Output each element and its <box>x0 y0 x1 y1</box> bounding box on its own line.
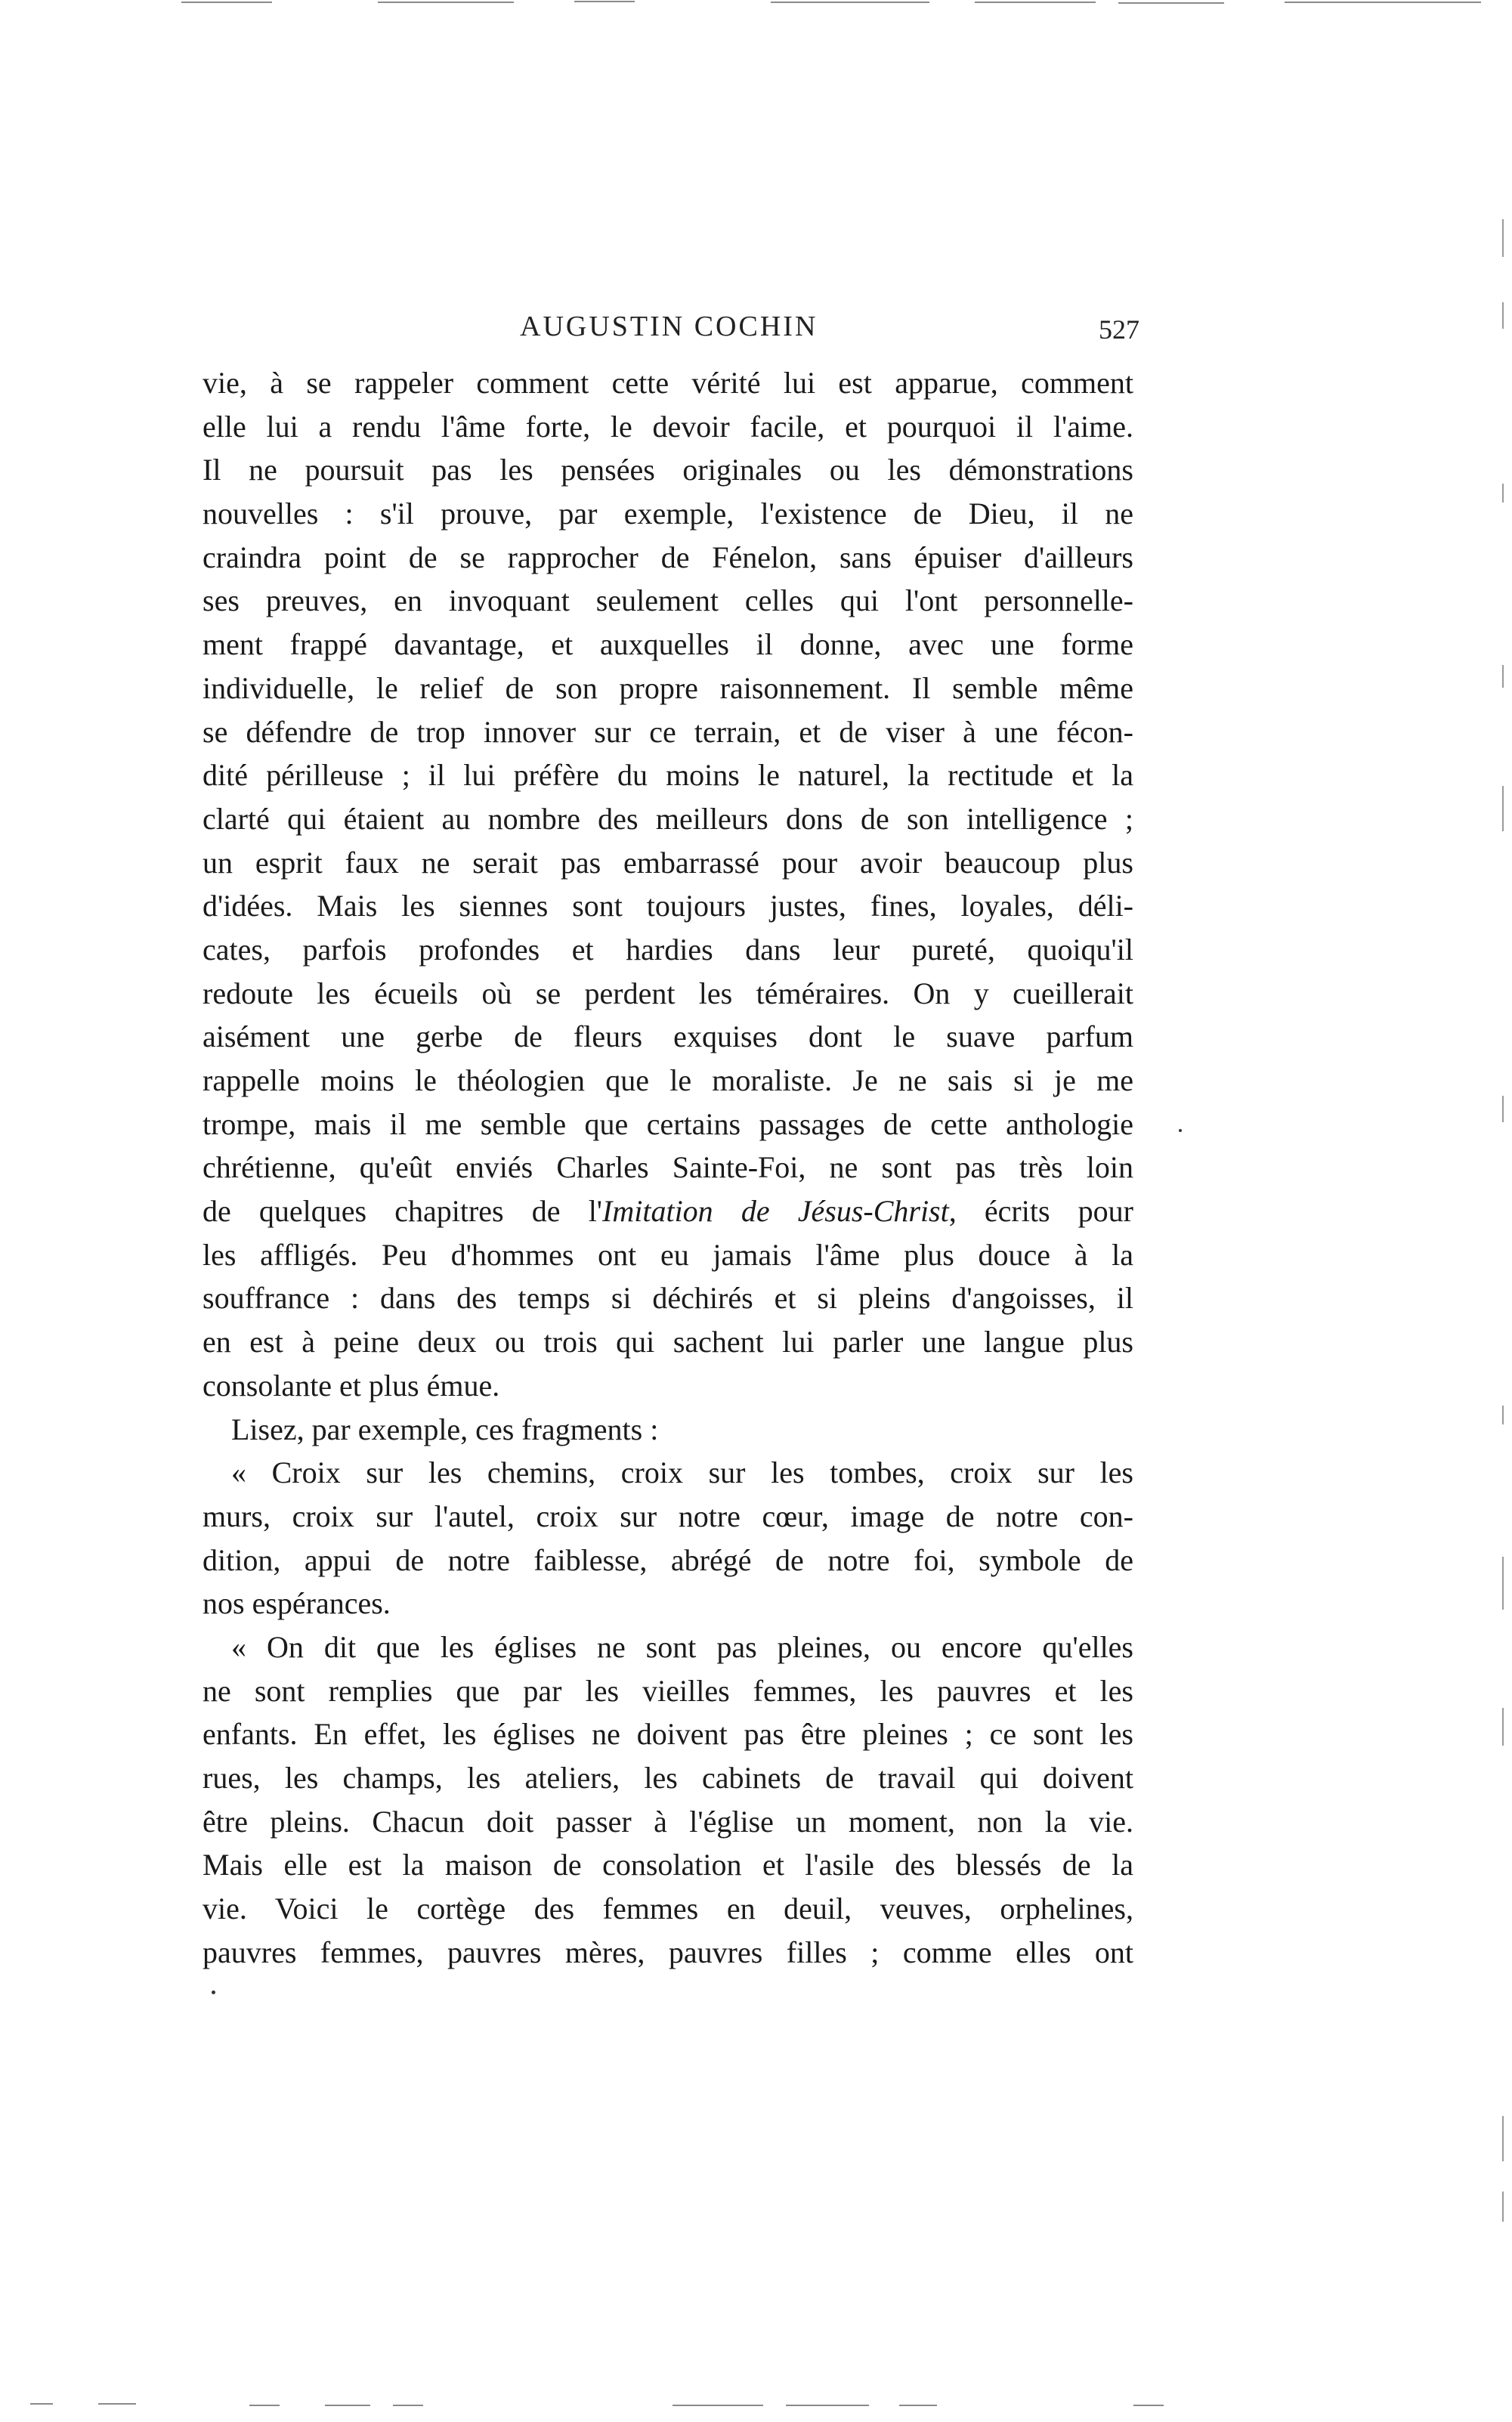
text-line: chrétienne, qu'eût enviés Charles Sainte-Foi, ne sont pas très loin <box>203 1150 1133 1185</box>
text-line: rues, les champs, les ateliers, les cabinets de travail qui doivent <box>203 1761 1133 1795</box>
text-line: redoute les écueils où se perdent les téméraires. On y cueillerait <box>203 976 1133 1010</box>
scan-speck <box>1179 1129 1182 1132</box>
text-line: dition, appui de notre faiblesse, abrégé de notre foi, symbole de <box>203 1542 1133 1577</box>
scan-right-edge <box>1502 0 1504 2422</box>
text-line: être pleins. Chacun doit passer à l'église un moment, non la vie. <box>203 1804 1133 1839</box>
paragraph-2 <box>203 1408 1133 1452</box>
text-line: rappelle moins le théologien que le moraliste. Je ne sais si je me <box>203 1063 1133 1097</box>
text-fragment: , écrits pour <box>948 1194 1133 1229</box>
text-line: « Croix sur les chemins, croix sur les tombes, croix sur les <box>231 1455 1133 1490</box>
page-header <box>203 305 1139 348</box>
book-title-italic: Imitation de Jésus-Christ <box>602 1194 949 1229</box>
scan-top-edge <box>0 0 1512 8</box>
scan-bottom-edge <box>0 2396 1512 2418</box>
text-line: trompe, mais il me semble que certains passages de cette anthologie <box>203 1106 1133 1141</box>
text-line: les affligés. Peu d'hommes ont eu jamais l'âme plus douce à la <box>203 1237 1133 1272</box>
text-line <box>203 1189 1133 1233</box>
text-line: « On dit que les églises ne sont pas pleines, ou encore qu'elles <box>231 1629 1133 1664</box>
text-line: en est à peine deux ou trois qui sachent lui parler une langue plus <box>203 1325 1133 1359</box>
paragraph-1 <box>203 361 1133 1189</box>
text-line: vie, à se rappeler comment cette vérité lui est apparue, comment <box>203 366 1133 400</box>
page-number: 527 <box>1099 314 1139 345</box>
text-line: enfants. En effet, les églises ne doivent pas être pleines ; ce sont les <box>203 1717 1133 1752</box>
text-line: craindra point de se rapprocher de Fénelon, sans épuiser d'ailleurs <box>203 540 1133 574</box>
paragraph-3 <box>203 1451 1133 1625</box>
text-line: murs, croix sur l'autel, croix sur notre cœur, image de notre con- <box>203 1499 1133 1533</box>
text-line: clarté qui étaient au nombre des meilleurs dons de son intelligence ; <box>203 801 1133 836</box>
text-line: consolante et plus émue. <box>203 1368 500 1403</box>
body-text <box>203 361 1133 1974</box>
text-line: individuelle, le relief de son propre raisonnement. Il semble même <box>203 670 1133 705</box>
text-line: souffrance : dans des temps si déchirés et si pleins d'angoisses, il <box>203 1281 1133 1316</box>
scan-speck <box>212 1990 215 1994</box>
text-line: se défendre de trop innover sur ce terrain, et de viser à une fécon- <box>203 714 1133 749</box>
text-line: ses preuves, en invoquant seulement celles qui l'ont personnelle- <box>203 583 1133 618</box>
text-line: Lisez, par exemple, ces fragments : <box>231 1412 659 1446</box>
text-line: cates, parfois profondes et hardies dans leur pureté, quoiqu'il <box>203 932 1133 967</box>
running-head: AUGUSTIN COCHIN <box>520 311 818 342</box>
paragraph-4 <box>203 1625 1133 1975</box>
text-line: pauvres femmes, pauvres mères, pauvres filles ; comme elles ont <box>203 1935 1133 1969</box>
text-line: ne sont remplies que par les vieilles femmes, les pauvres et les <box>203 1673 1133 1708</box>
text-line: elle lui a rendu l'âme forte, le devoir facile, et pourquoi il l'aime. <box>203 409 1133 444</box>
text-line: un esprit faux ne serait pas embarrassé pour avoir beaucoup plus <box>203 845 1133 880</box>
paragraph-1-continuation <box>203 1233 1133 1408</box>
text-line: vie. Voici le cortège des femmes en deuil, veuves, orphelines, <box>203 1892 1133 1926</box>
text-line: d'idées. Mais les siennes sont toujours justes, fines, loyales, déli- <box>203 889 1133 923</box>
text-line: Mais elle est la maison de consolation et l'asile des blessés de la <box>203 1848 1133 1882</box>
text-line: nos espérances. <box>203 1586 391 1621</box>
text-line: nouvelles : s'il prouve, par exemple, l'existence de Dieu, il ne <box>203 496 1133 531</box>
text-fragment: de quelques chapitres de l' <box>203 1194 603 1229</box>
text-line: dité périlleuse ; il lui préfère du moins le naturel, la rectitude et la <box>203 758 1133 793</box>
paragraph-1-imitation-line <box>203 1189 1133 1233</box>
text-line: aisément une gerbe de fleurs exquises dont le suave parfum <box>203 1019 1133 1054</box>
text-line: ment frappé davantage, et auxquelles il donne, avec une forme <box>203 627 1133 662</box>
text-line: Il ne poursuit pas les pensées originales ou les démonstrations <box>203 453 1133 487</box>
